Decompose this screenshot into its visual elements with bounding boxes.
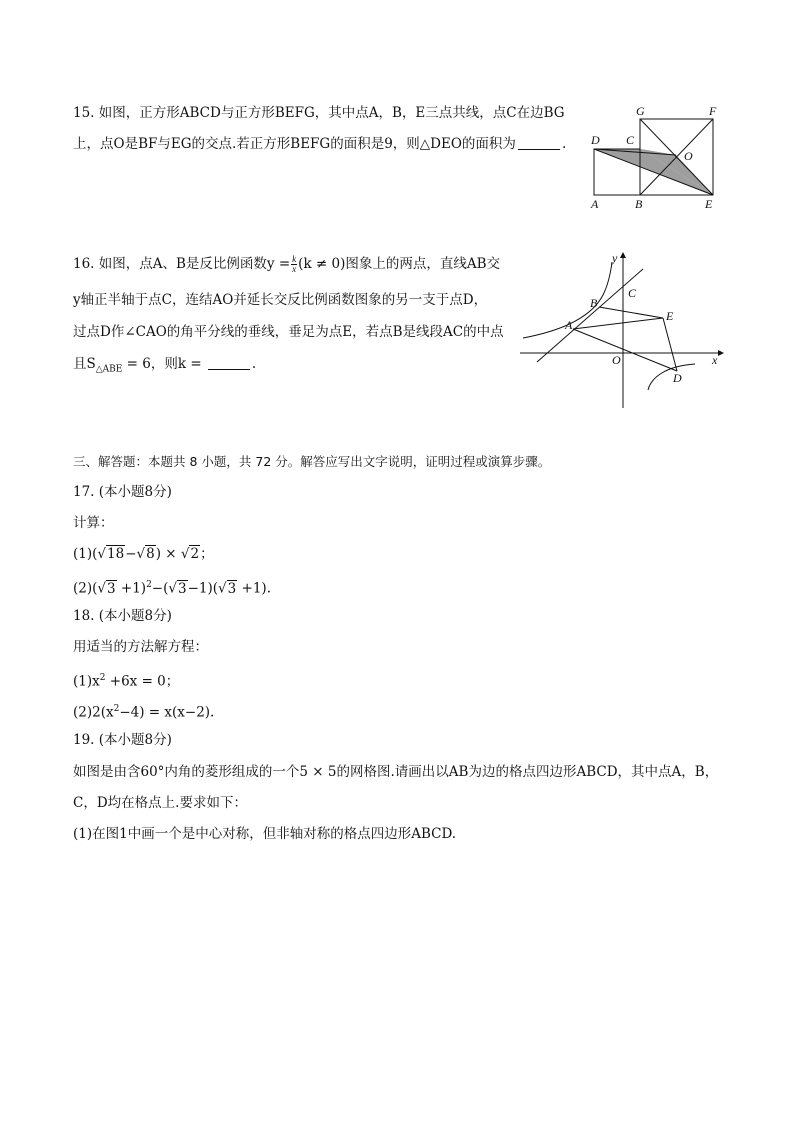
- label-d2: D: [673, 371, 682, 385]
- q17-p1-minus: −: [125, 546, 137, 562]
- sqrt-symbol: √: [168, 580, 177, 597]
- q16-line-1-text: 16. 如图，点A、B是反比例函数y =: [73, 256, 291, 272]
- sqrt-symbol: √: [218, 580, 227, 597]
- y-axis-arrow: [620, 252, 626, 258]
- q17-p2-mid: −1)(: [187, 580, 219, 597]
- q16-answer-blank[interactable]: [208, 355, 250, 370]
- section-3-title: 三、解答题：本题共 8 小题，共 72 分。解答应写出文字说明，证明过程或演算步骤。: [73, 454, 551, 469]
- q18-p1-text: (1)x: [73, 673, 100, 690]
- q19-line-2: C，D均在格点上.要求如下：: [73, 795, 247, 811]
- exponent-2: 2: [146, 580, 152, 590]
- q16-line-4-end: .: [251, 356, 257, 372]
- exponent-2: 2: [99, 673, 106, 683]
- area-subscript: △ABE: [95, 364, 123, 375]
- sqrt-symbol: √: [136, 546, 146, 562]
- seg-ed: [663, 318, 677, 371]
- q17-part-2: [73, 575, 271, 599]
- x-axis-arrow: [718, 350, 724, 356]
- q17-p2-open: (2)(: [73, 580, 98, 597]
- label-g: G: [636, 104, 645, 118]
- q15-figure: [586, 100, 726, 215]
- q18-p2-text: (2)2(x: [73, 704, 114, 721]
- q19-heading: 19. (本小题8分): [73, 732, 172, 748]
- q17-part-1: [73, 544, 214, 564]
- q17-heading: 17. (本小题8分): [73, 484, 172, 500]
- sqrt-symbol: √: [180, 546, 190, 562]
- q17-p2-plus: +1): [116, 580, 147, 597]
- seg-be: [599, 307, 663, 318]
- radicand-3b: 3: [178, 580, 187, 597]
- radicand-8: 8: [146, 546, 155, 562]
- label-e: E: [705, 197, 713, 211]
- hyperbola-right-branch: [648, 364, 695, 390]
- label-y: y: [612, 251, 618, 265]
- label-f: F: [709, 104, 717, 118]
- label-a2: A: [565, 318, 573, 332]
- label-a: A: [591, 197, 599, 211]
- q17-p1-times: ) ×: [155, 546, 181, 562]
- q18-p1-rest: +6x = 0；: [105, 673, 180, 690]
- q15-line-2-end: .: [561, 136, 567, 152]
- fraction-numerator: k: [292, 254, 297, 264]
- fraction-denominator: x: [292, 264, 297, 274]
- q17-intro: 计算：: [73, 515, 114, 531]
- exponent-2: 2: [113, 704, 120, 714]
- radicand-3c: 3: [227, 580, 237, 597]
- q18-p2-rest: −4) = x(x−2).: [119, 704, 215, 721]
- q16-figure: [515, 250, 725, 412]
- q17-p1-end: ；: [200, 546, 214, 562]
- q19-line-3: (1)在图1中画一个是中心对称，但非轴对称的格点四边形ABCD.: [73, 826, 457, 842]
- q17-p2-minus: −(: [151, 580, 169, 597]
- q15-line-2-text: 上，点O是BF与EG的交点.若正方形BEFG的面积是9，则△DEO的面积为: [73, 136, 516, 152]
- label-o2: O: [612, 353, 621, 367]
- q15-line-1: 15. 如图，正方形ABCD与正方形BEFG，其中点A，B，E三点共线，点C在边BG: [73, 105, 565, 121]
- sqrt-symbol: √: [97, 580, 106, 597]
- label-c: C: [626, 133, 635, 147]
- q15-answer-blank[interactable]: [518, 135, 560, 150]
- q18-intro: 用适当的方法解方程：: [73, 639, 208, 655]
- radicand-18: 18: [107, 546, 125, 562]
- label-b2: B: [590, 296, 598, 310]
- q15-line-2: [73, 134, 566, 154]
- label-b: B: [635, 197, 643, 211]
- q19-line-1: 如图是由含60°内角的菱形组成的一个5 × 5的网格图.请画出以AB为边的格点四边形ABCD，其中点A，B，: [73, 764, 719, 780]
- q17-p1-open: (1)(: [73, 546, 98, 562]
- q16-line-1-rest: (k ≠ 0)图象上的两点，直线AB交: [298, 256, 501, 272]
- q16-line-4-text: 且S: [73, 356, 96, 372]
- label-o: O: [684, 149, 693, 163]
- q17-p2-end: +1).: [237, 580, 271, 597]
- q18-heading: 18. (本小题8分): [73, 608, 172, 624]
- fraction-k-over-x: [291, 255, 297, 274]
- label-e2: E: [666, 309, 674, 323]
- q16-line-4: [73, 354, 256, 380]
- label-c2: C: [628, 286, 637, 300]
- q16-line-1: [73, 254, 500, 274]
- q18-part-1: [73, 668, 179, 692]
- radicand-2: 2: [190, 546, 200, 562]
- q16-line-3: 过点D作∠CAO的角平分线的垂线，垂足为点E，若点B是线段AC的中点: [73, 324, 504, 340]
- line-ad: [573, 329, 677, 371]
- label-x: x: [712, 353, 718, 367]
- q16-line-2: y轴正半轴于点C，连结AO并延长交反比例函数图象的另一支于点D，: [73, 292, 488, 308]
- q18-part-2: [73, 699, 214, 723]
- label-d: D: [591, 133, 600, 147]
- line-ab: [537, 269, 643, 362]
- radicand-3a: 3: [107, 580, 116, 597]
- q16-line-4-mid: = 6，则k =: [122, 356, 206, 372]
- seg-ae: [573, 318, 663, 329]
- sqrt-symbol: √: [97, 546, 106, 562]
